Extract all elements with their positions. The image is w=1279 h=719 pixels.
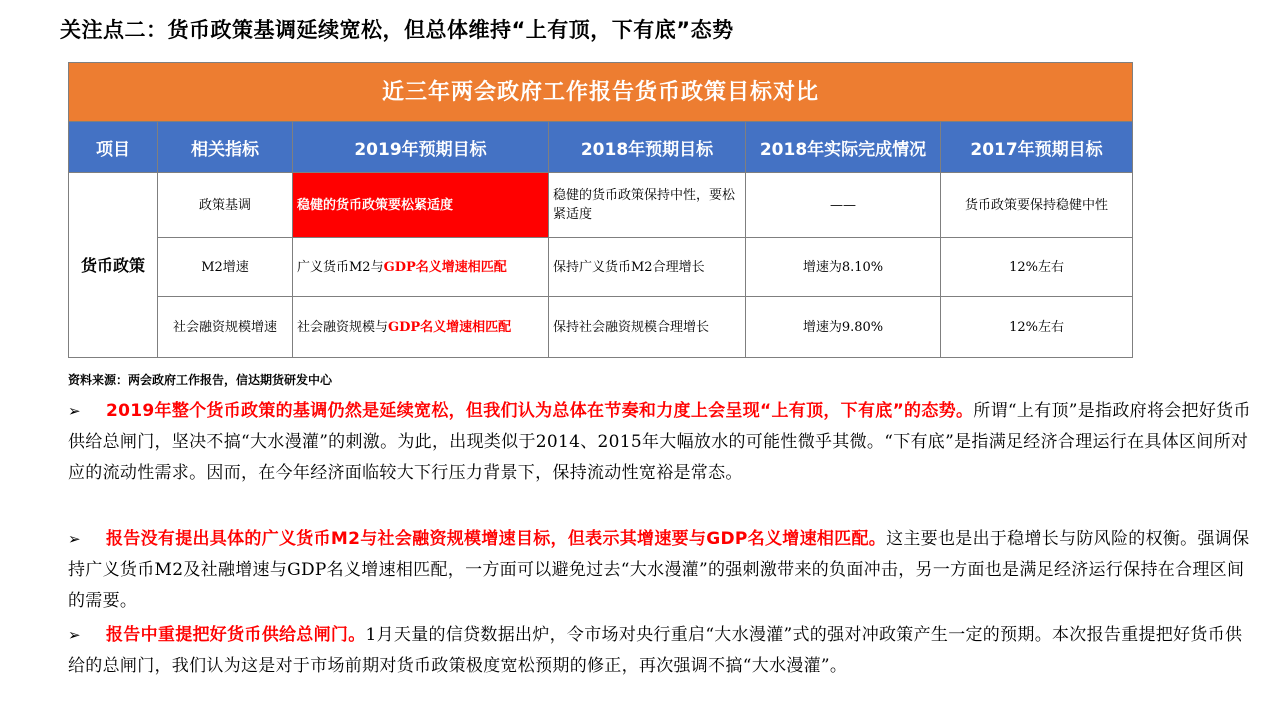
target-2018-cell: 保持广义货币M2合理增长 [549, 238, 746, 297]
bullet-body: 1月天量的信贷数据出炉，令市场对央行重启“大水漫灌”式的强对冲政策产生一定的预期。本次报告重提把好货币供给的总闸门，我们认为这是对于市场前期对货币政策极度宽松预期的修正，再次强调不搞“大水漫灌”。 [68, 625, 1243, 676]
bullet-paragraph-2 [68, 524, 1258, 617]
header-item: 项目 [69, 122, 158, 173]
target-2019-cell [293, 238, 549, 297]
target-2017-cell: 货币政策要保持稳健中性 [941, 173, 1133, 238]
target-2019-cell: 稳健的货币政策要松紧适度 [293, 173, 549, 238]
target-2017-cell: 12%左右 [941, 297, 1133, 358]
page-title: 关注点二：货币政策基调延续宽松，但总体维持“上有顶，下有底”态势 [60, 18, 734, 42]
bullet-arrow-icon: ➢ [68, 626, 81, 644]
indicator-cell: M2增速 [158, 238, 293, 297]
table-row [69, 297, 1133, 358]
indicator-cell: 政策基调 [158, 173, 293, 238]
bullet-body: 这主要也是出于稳增长与防风险的权衡。强调保持广义货币M2及社融增速与GDP名义增速相匹配，一方面可以避免过去“大水漫灌”的强刺激带来的负面冲击，另一方面也是满足经济运行保持在合理区间的需要。 [68, 529, 1250, 611]
bullet-arrow-icon: ➢ [68, 402, 81, 420]
target-2019-emphasis: GDP名义增速相匹配 [383, 259, 507, 275]
bullet-lead: 报告中重提把好货币供给总闸门。 [106, 625, 366, 645]
table-caption: 近三年两会政府工作报告货币政策目标对比 [69, 63, 1133, 122]
bullet-arrow-icon: ➢ [68, 530, 81, 548]
target-2019-prefix: 广义货币M2与 [297, 259, 384, 275]
target-2019-emphasis: GDP名义增速相匹配 [388, 319, 512, 335]
header-target-2018: 2018年预期目标 [549, 122, 746, 173]
header-indicator: 相关指标 [158, 122, 293, 173]
table-row [69, 173, 1133, 238]
actual-2018-cell: 增速为8.10% [746, 238, 941, 297]
actual-2018-cell: 增速为9.80% [746, 297, 941, 358]
target-2018-cell: 稳健的货币政策保持中性，要松紧适度 [549, 173, 746, 238]
table-row [69, 238, 1133, 297]
table-header-row [69, 122, 1133, 173]
target-2018-cell: 保持社会融资规模合理增长 [549, 297, 746, 358]
target-2019-cell [293, 297, 549, 358]
category-cell: 货币政策 [69, 173, 158, 358]
target-2017-cell: 12%左右 [941, 238, 1133, 297]
comparison-table [68, 62, 1133, 358]
bullet-paragraph-1 [68, 396, 1258, 489]
actual-2018-cell: —— [746, 173, 941, 238]
header-target-2019: 2019年预期目标 [293, 122, 549, 173]
indicator-cell: 社会融资规模增速 [158, 297, 293, 358]
bullet-paragraph-3 [68, 620, 1258, 682]
bullet-body: 所谓“上有顶”是指政府将会把好货币供给总闸门，坚决不搞“大水漫灌”的刺激。为此，出现类似于2014、2015年大幅放水的可能性微乎其微。“下有底”是指满足经济合理运行在具体区间所对应的流动性需求。因而，在今年经济面临较大下行压力背景下，保持流动性宽裕是常态。 [68, 401, 1251, 483]
bullet-lead: 2019年整个货币政策的基调仍然是延续宽松，但我们认为总体在节奏和力度上会呈现“上有顶，下有底”的态势。 [106, 401, 974, 421]
source-note: 资料来源：两会政府工作报告，信达期货研发中心 [68, 373, 333, 387]
header-target-2017: 2017年预期目标 [941, 122, 1133, 173]
bullet-lead: 报告没有提出具体的广义货币M2与社会融资规模增速目标，但表示其增速要与GDP名义增速相匹配。 [106, 529, 887, 549]
header-actual-2018: 2018年实际完成情况 [746, 122, 941, 173]
target-2019-prefix: 社会融资规模与 [297, 319, 389, 335]
